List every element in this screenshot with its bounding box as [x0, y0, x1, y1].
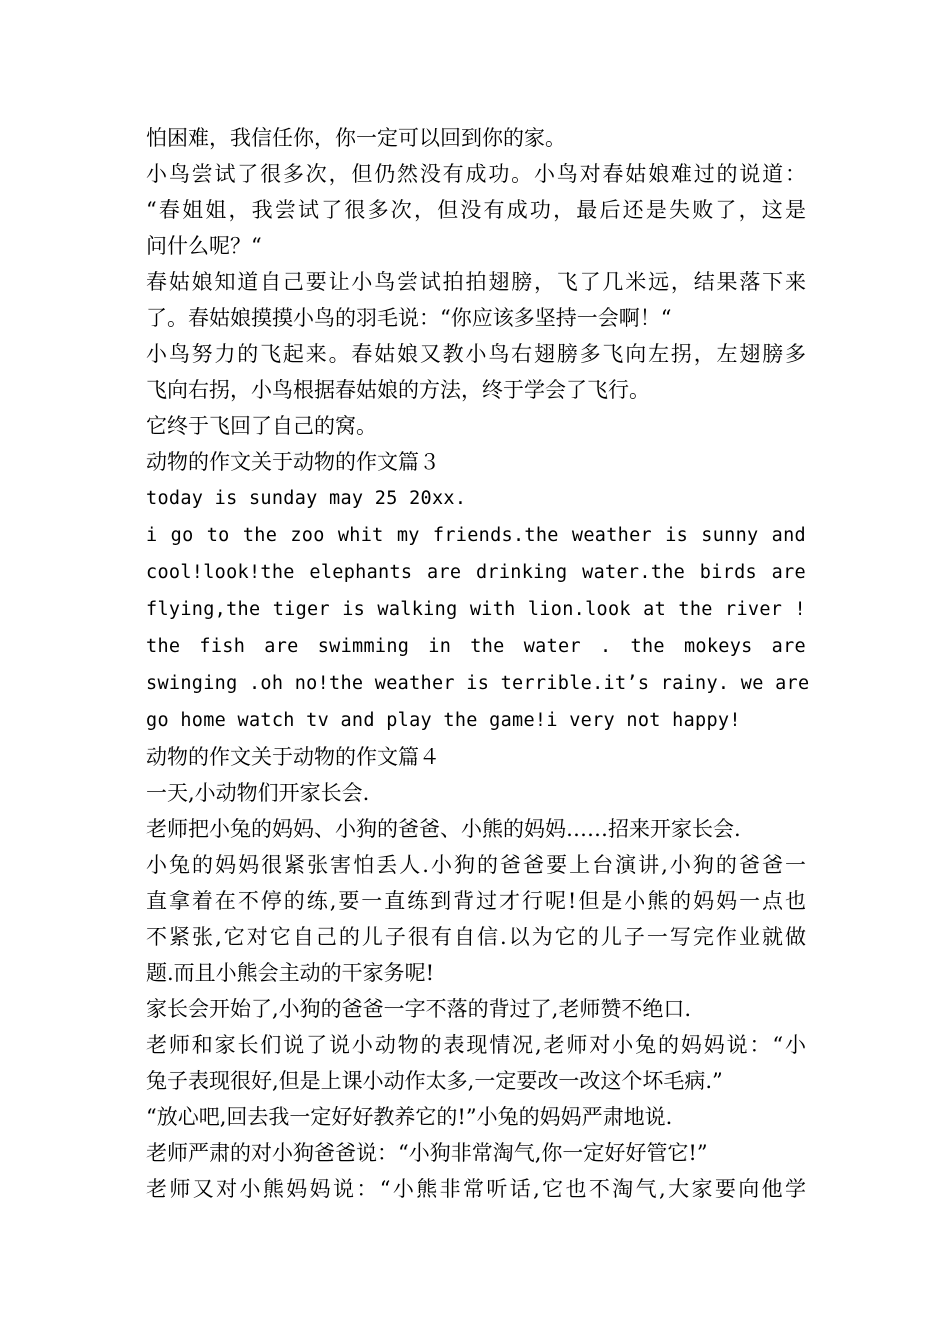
text-line: “春姐姐，我尝试了很多次，但没有成功，最后还是失败了，这是: [146, 198, 806, 222]
text-line: 问什么呢？“: [146, 234, 262, 258]
text-line: 老师和家长们说了说小动物的表现情况,老师对小兔的妈妈说：“小: [146, 1033, 806, 1057]
text-line: 小兔的妈妈很紧张害怕丢人.小狗的爸爸要上台演讲,小狗的爸爸一: [146, 853, 806, 877]
text-line: swinging .oh no!the weather is terrible.it’s rainy. we are: [146, 673, 810, 694]
text-line: 一天,小动物们开家长会.: [146, 781, 370, 805]
text-line: i go to the zoo whit my friends.the weather is sunny and: [146, 525, 806, 546]
text-line: 小鸟努力的飞起来。春姑娘又教小鸟右翅膀多飞向左拐，左翅膀多: [146, 342, 806, 366]
text-line: 直拿着在不停的练,要一直练到背过才行呢!但是小熊的妈妈一点也: [146, 889, 806, 913]
text-line: 老师严肃的对小狗爸爸说：“小狗非常淘气,你一定好好管它!”: [146, 1141, 708, 1165]
text-line: 飞向右拐，小鸟根据春姑娘的方法，终于学会了飞行。: [146, 378, 650, 402]
document-body: [146, 120, 810, 1207]
section-heading: 动物的作文关于动物的作文篇４: [146, 745, 440, 769]
text-line: today is sunday may 25 20xx.: [146, 488, 467, 509]
text-line: flying,the tiger is walking with lion.look at the river !: [146, 599, 806, 620]
text-line: “放心吧,回去我一定好好教养它的!”小兔的妈妈严肃地说.: [146, 1105, 673, 1129]
text-line: cool!look!the elephants are drinking water.the birds are: [146, 562, 806, 583]
text-line: 了。春姑娘摸摸小鸟的羽毛说：“你应该多坚持一会啊！“: [146, 306, 672, 330]
text-line: 小鸟尝试了很多次，但仍然没有成功。小鸟对春姑娘难过的说道：: [146, 162, 806, 186]
text-line: 它终于飞回了自己的窝。: [146, 414, 377, 438]
text-line: 怕困难，我信任你，你一定可以回到你的家。: [146, 126, 566, 150]
text-line: 题.而且小熊会主动的干家务呢!: [146, 961, 435, 985]
text-line: 春姑娘知道自己要让小鸟尝试拍拍翅膀，飞了几米远，结果落下来: [146, 270, 806, 294]
text-line: 不紧张,它对它自己的儿子很有自信.以为它的儿子一写完作业就做: [146, 925, 806, 949]
text-line: 老师又对小熊妈妈说：“小熊非常听话,它也不淘气,大家要向他学: [146, 1177, 806, 1201]
text-line: go home watch tv and play the game!i very not happy!: [146, 710, 741, 731]
section-heading: 动物的作文关于动物的作文篇３: [146, 450, 440, 474]
text-line: 家长会开始了,小狗的爸爸一字不落的背过了,老师赞不绝口.: [146, 997, 692, 1021]
text-line: 老师把小兔的妈妈、小狗的爸爸、小熊的妈妈……招来开家长会.: [146, 817, 741, 841]
text-line: the fish are swimming in the water . the mokeys are: [146, 636, 806, 657]
text-line: 兔子表现很好,但是上课小动作太多,一定要改一改这个坏毛病.”: [146, 1069, 723, 1093]
